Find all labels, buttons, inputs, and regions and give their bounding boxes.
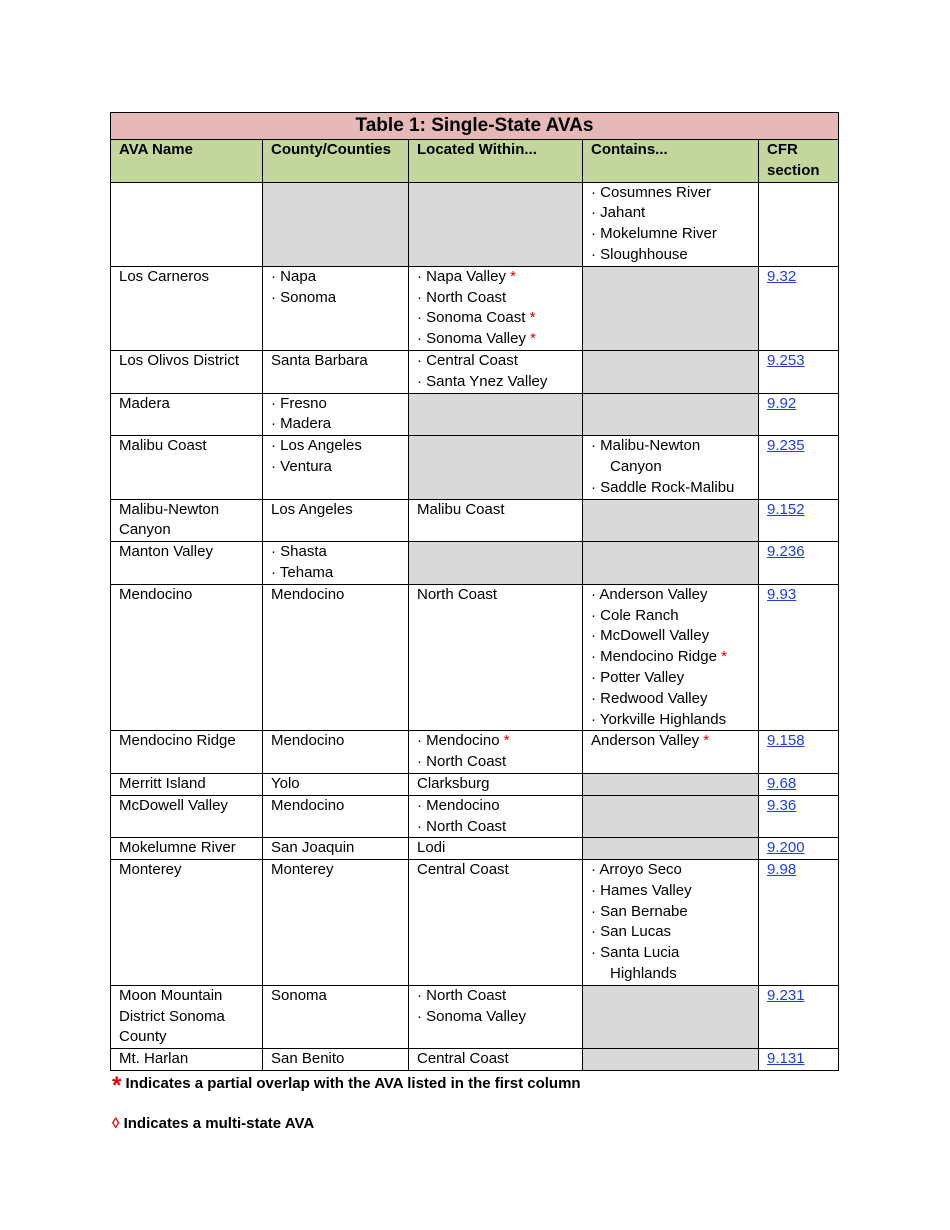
cfr-link[interactable]: 9.231 xyxy=(767,986,805,1004)
list-item-text: San Lucas xyxy=(600,923,672,941)
county-cell xyxy=(263,795,409,838)
list-item-text: Napa xyxy=(280,267,317,285)
cell-text: Monterey xyxy=(271,861,334,879)
county-cell xyxy=(263,838,409,860)
list-item-text: Santa Lucia Highlands xyxy=(600,944,680,983)
located-within-cell xyxy=(409,773,583,795)
legend-diamond-text: Indicates a multi-state AVA xyxy=(123,1115,315,1132)
cfr-section-cell xyxy=(759,350,839,393)
list-item-text: Cosumnes River xyxy=(600,183,712,201)
table-row xyxy=(111,1049,839,1071)
list-item: · North Coast xyxy=(417,288,507,306)
contains-cell xyxy=(583,773,759,795)
contains-cell xyxy=(583,731,759,774)
cell-text: Malibu Coast xyxy=(417,500,505,518)
cell-text: Monterey xyxy=(119,861,182,879)
table-row xyxy=(111,584,839,731)
cfr-link[interactable]: 9.68 xyxy=(767,774,797,792)
header-county: County/Counties xyxy=(263,140,409,183)
header-ava-name: AVA Name xyxy=(111,140,263,183)
county-cell xyxy=(263,436,409,499)
list-item: · Santa Ynez Valley xyxy=(417,372,548,390)
list-item: · Mendocino xyxy=(417,796,500,814)
list-item-text: Potter Valley xyxy=(600,668,685,686)
cell-text: Mendocino xyxy=(271,796,345,814)
located-within-cell xyxy=(409,499,583,542)
ava-name-cell xyxy=(111,499,263,542)
cfr-link[interactable]: 9.235 xyxy=(767,437,805,455)
list-item: · Santa Lucia Highlands xyxy=(591,944,680,983)
table-title: Table 1: Single-State AVAs xyxy=(111,113,839,140)
list-item-text: Jahant xyxy=(600,204,646,222)
cell-text: Mokelumne River xyxy=(119,839,236,857)
list-item-text: Redwood Valley xyxy=(600,689,708,707)
county-cell xyxy=(263,499,409,542)
cell-text: Yolo xyxy=(271,774,300,792)
cell-text: San Benito xyxy=(271,1050,345,1068)
contains-cell xyxy=(583,860,759,986)
list-item: · Shasta xyxy=(271,543,327,561)
contains-cell xyxy=(583,350,759,393)
list-item-text: Anderson Valley xyxy=(599,585,708,603)
cell-text: Los Angeles xyxy=(271,500,353,518)
cell-text: Mendocino xyxy=(271,585,345,603)
ava-name-cell xyxy=(111,773,263,795)
cfr-section-cell xyxy=(759,266,839,350)
located-within-cell xyxy=(409,436,583,499)
cfr-section-cell xyxy=(759,731,839,774)
county-cell xyxy=(263,860,409,986)
cfr-section-cell xyxy=(759,436,839,499)
located-within-cell xyxy=(409,393,583,436)
cell-text: Mendocino Ridge xyxy=(119,732,236,750)
partial-overlap-icon: * xyxy=(529,309,536,327)
cfr-link[interactable]: 9.93 xyxy=(767,585,797,603)
located-within-cell xyxy=(409,838,583,860)
contains-cell xyxy=(583,393,759,436)
list-item-text: Sonoma Coast xyxy=(426,309,526,327)
list-item-text: Ventura xyxy=(280,457,332,475)
county-cell xyxy=(263,584,409,731)
list-item-text: Tehama xyxy=(279,563,334,581)
located-within-cell xyxy=(409,860,583,986)
cell-text: Mendocino xyxy=(271,732,345,750)
list-item: · Redwood Valley xyxy=(591,689,708,707)
ava-table xyxy=(110,112,839,1071)
cell-text: Mt. Harlan xyxy=(119,1050,189,1068)
list-item-text: North Coast xyxy=(426,817,507,835)
list-item-text: Cole Ranch xyxy=(600,606,679,624)
table-title-row xyxy=(111,113,839,140)
header-contains: Contains... xyxy=(583,140,759,183)
ava-name-cell xyxy=(111,393,263,436)
county-cell xyxy=(263,182,409,266)
cell-text: Los Carneros xyxy=(119,267,210,285)
list-item: · Cosumnes River xyxy=(591,183,712,201)
asterisk-icon: * xyxy=(112,1072,122,1099)
table-row xyxy=(111,499,839,542)
county-cell xyxy=(263,773,409,795)
cfr-section-cell xyxy=(759,1049,839,1071)
list-item: · Malibu-Newton Canyon xyxy=(591,437,701,475)
list-item-text: Santa Ynez Valley xyxy=(426,372,548,390)
cfr-link[interactable]: 9.92 xyxy=(767,394,797,412)
cfr-section-cell xyxy=(759,542,839,585)
ava-name-cell xyxy=(111,838,263,860)
ava-name-cell xyxy=(111,542,263,585)
table-row xyxy=(111,795,839,838)
cell-text: Madera xyxy=(119,394,170,412)
list-item: · Ventura xyxy=(271,457,332,475)
list-item: · Anderson Valley xyxy=(591,585,708,603)
list-item: · Mendocino Ridge * xyxy=(591,648,727,666)
list-item: · Arroyo Seco xyxy=(591,861,682,879)
partial-overlap-icon: * xyxy=(530,330,536,348)
cfr-section-cell xyxy=(759,584,839,731)
located-within-cell xyxy=(409,350,583,393)
cfr-section-cell xyxy=(759,860,839,986)
ava-name-cell xyxy=(111,731,263,774)
list-item: · San Bernabe xyxy=(591,902,688,920)
cfr-link[interactable]: 9.158 xyxy=(767,732,805,750)
list-item: · Napa xyxy=(271,267,317,285)
table-row xyxy=(111,436,839,499)
ava-name-cell xyxy=(111,182,263,266)
table-header-row xyxy=(111,140,839,183)
list-item: · Tehama xyxy=(271,563,334,581)
ava-name-cell xyxy=(111,350,263,393)
contains-cell xyxy=(583,985,759,1048)
contains-cell xyxy=(583,499,759,542)
list-item: · Sonoma Valley xyxy=(417,1007,526,1025)
cfr-link[interactable]: 9.253 xyxy=(767,351,805,369)
cell-text: Central Coast xyxy=(417,1050,509,1068)
list-item-text: Sonoma Valley xyxy=(426,330,526,348)
list-item: · Sonoma Valley * xyxy=(417,330,536,348)
list-item-text: Shasta xyxy=(280,543,327,561)
table-row xyxy=(111,266,839,350)
list-item-text: Sloughhouse xyxy=(600,245,688,263)
list-item: · Mokelumne River xyxy=(591,225,717,243)
list-item-text: Hames Valley xyxy=(600,881,692,899)
cell-text: North Coast xyxy=(417,585,498,603)
list-item: · Sonoma Coast * xyxy=(417,309,536,327)
county-cell xyxy=(263,1049,409,1071)
contains-cell xyxy=(583,436,759,499)
list-item: · Los Angeles xyxy=(271,437,362,455)
list-item: · North Coast xyxy=(417,753,507,771)
contains-cell xyxy=(583,838,759,860)
contains-cell xyxy=(583,266,759,350)
list-item-text: Madera xyxy=(280,415,332,433)
list-item-text: Sonoma Valley xyxy=(426,1007,526,1025)
list-item-text: McDowell Valley xyxy=(600,627,710,645)
list-item-text: Los Angeles xyxy=(280,437,362,455)
county-cell xyxy=(263,985,409,1048)
cell-text: Moon Mountain District Sonoma County xyxy=(119,986,225,1046)
list-item: · Hames Valley xyxy=(591,881,692,899)
cfr-section-cell xyxy=(759,985,839,1048)
list-item-text: Yorkville Highlands xyxy=(599,710,727,728)
table-row xyxy=(111,542,839,585)
cell-text: Los Olivos District xyxy=(119,351,240,369)
list-item: · Fresno xyxy=(271,394,327,412)
list-item-text: Arroyo Seco xyxy=(599,861,682,879)
partial-overlap-icon: * xyxy=(721,648,727,666)
cfr-section-cell xyxy=(759,773,839,795)
cell-text: Lodi xyxy=(417,839,446,857)
list-item-text: Sonoma xyxy=(280,288,337,306)
list-item: · San Lucas xyxy=(591,923,672,941)
list-item: · Cole Ranch xyxy=(591,606,679,624)
legend-diamond-note xyxy=(112,1115,314,1132)
county-cell xyxy=(263,393,409,436)
cell-text: Mendocino xyxy=(119,585,193,603)
located-within-cell xyxy=(409,584,583,731)
table-row xyxy=(111,731,839,774)
table-row xyxy=(111,838,839,860)
cell-text: Merritt Island xyxy=(119,774,206,792)
cfr-section-cell xyxy=(759,393,839,436)
list-item: · Napa Valley * xyxy=(417,267,516,285)
cfr-link[interactable]: 9.131 xyxy=(767,1050,805,1068)
county-cell xyxy=(263,350,409,393)
list-item-text: Mendocino Ridge xyxy=(600,648,717,666)
cfr-link[interactable]: 9.236 xyxy=(767,543,805,561)
list-item-text: North Coast xyxy=(426,753,507,771)
list-item: · McDowell Valley xyxy=(591,627,710,645)
ava-name-cell xyxy=(111,985,263,1048)
cell-text: Anderson Valley xyxy=(591,732,700,750)
county-cell xyxy=(263,731,409,774)
contains-cell xyxy=(583,182,759,266)
list-item-text: Malibu-Newton Canyon xyxy=(600,437,701,475)
list-item: · Madera xyxy=(271,415,332,433)
cell-text: Central Coast xyxy=(417,861,509,879)
county-cell xyxy=(263,542,409,585)
list-item: · Yorkville Highlands xyxy=(591,710,727,728)
header-cfr-section: CFR section xyxy=(759,140,839,183)
contains-cell xyxy=(583,542,759,585)
table-row xyxy=(111,350,839,393)
located-within-cell xyxy=(409,1049,583,1071)
list-item: · North Coast xyxy=(417,986,507,1004)
located-within-cell xyxy=(409,731,583,774)
header-located-within: Located Within... xyxy=(409,140,583,183)
cfr-link[interactable]: 9.36 xyxy=(767,796,797,814)
list-item: · Jahant xyxy=(591,204,646,222)
table-row xyxy=(111,985,839,1048)
table-row xyxy=(111,860,839,986)
cfr-section-cell xyxy=(759,795,839,838)
ava-name-cell xyxy=(111,795,263,838)
list-item: · Saddle Rock-Malibu xyxy=(591,478,735,496)
ava-name-cell xyxy=(111,860,263,986)
contains-cell xyxy=(583,1049,759,1071)
cell-text: Manton Valley xyxy=(119,543,213,561)
legend-star-note xyxy=(112,1072,581,1100)
partial-overlap-icon: * xyxy=(510,267,516,285)
list-item-text: North Coast xyxy=(426,288,507,306)
list-item: · North Coast xyxy=(417,817,507,835)
cell-text: Clarksburg xyxy=(417,774,490,792)
table-row xyxy=(111,773,839,795)
ava-name-cell xyxy=(111,584,263,731)
located-within-cell xyxy=(409,182,583,266)
list-item-text: Mokelumne River xyxy=(600,225,717,243)
ava-name-cell xyxy=(111,266,263,350)
cfr-section-cell xyxy=(759,838,839,860)
list-item-text: Central Coast xyxy=(426,351,518,369)
table-body xyxy=(111,182,839,1070)
table-row xyxy=(111,393,839,436)
cfr-link[interactable]: 9.152 xyxy=(767,500,805,518)
cfr-link[interactable]: 9.200 xyxy=(767,839,805,857)
list-item: · Central Coast xyxy=(417,351,518,369)
cell-text: McDowell Valley xyxy=(119,796,228,814)
list-item-text: Fresno xyxy=(280,394,327,412)
cfr-section-cell xyxy=(759,499,839,542)
contains-cell xyxy=(583,584,759,731)
diamond-icon: ◊ xyxy=(112,1115,120,1132)
legend-star-text: Indicates a partial overlap with the AVA listed in the first column xyxy=(125,1075,581,1092)
list-item: · Sloughhouse xyxy=(591,245,688,263)
located-within-cell xyxy=(409,266,583,350)
county-cell xyxy=(263,266,409,350)
cell-text: Malibu-Newton Canyon xyxy=(119,500,220,539)
list-item: · Sonoma xyxy=(271,288,337,306)
cell-text: Santa Barbara xyxy=(271,351,368,369)
contains-cell xyxy=(583,795,759,838)
list-item: · Potter Valley xyxy=(591,668,685,686)
located-within-cell xyxy=(409,795,583,838)
partial-overlap-icon: * xyxy=(503,732,510,750)
cfr-section-cell xyxy=(759,182,839,266)
list-item: · Mendocino * xyxy=(417,732,510,750)
located-within-cell xyxy=(409,542,583,585)
cfr-link[interactable]: 9.98 xyxy=(767,861,797,879)
located-within-cell xyxy=(409,985,583,1048)
list-item-text: Napa Valley xyxy=(426,267,506,285)
partial-overlap-icon: * xyxy=(703,732,710,750)
table-row xyxy=(111,182,839,266)
cell-text: Sonoma xyxy=(271,986,327,1004)
list-item-text: Saddle Rock-Malibu xyxy=(600,478,735,496)
list-item-text: San Bernabe xyxy=(600,902,688,920)
cell-text: Malibu Coast xyxy=(119,437,207,455)
ava-name-cell xyxy=(111,436,263,499)
list-item-text: North Coast xyxy=(426,986,507,1004)
cell-text: San Joaquin xyxy=(271,839,355,857)
ava-name-cell xyxy=(111,1049,263,1071)
list-item-text: Mendocino xyxy=(426,732,500,750)
list-item-text: Mendocino xyxy=(426,796,500,814)
cfr-link[interactable]: 9.32 xyxy=(767,267,797,285)
